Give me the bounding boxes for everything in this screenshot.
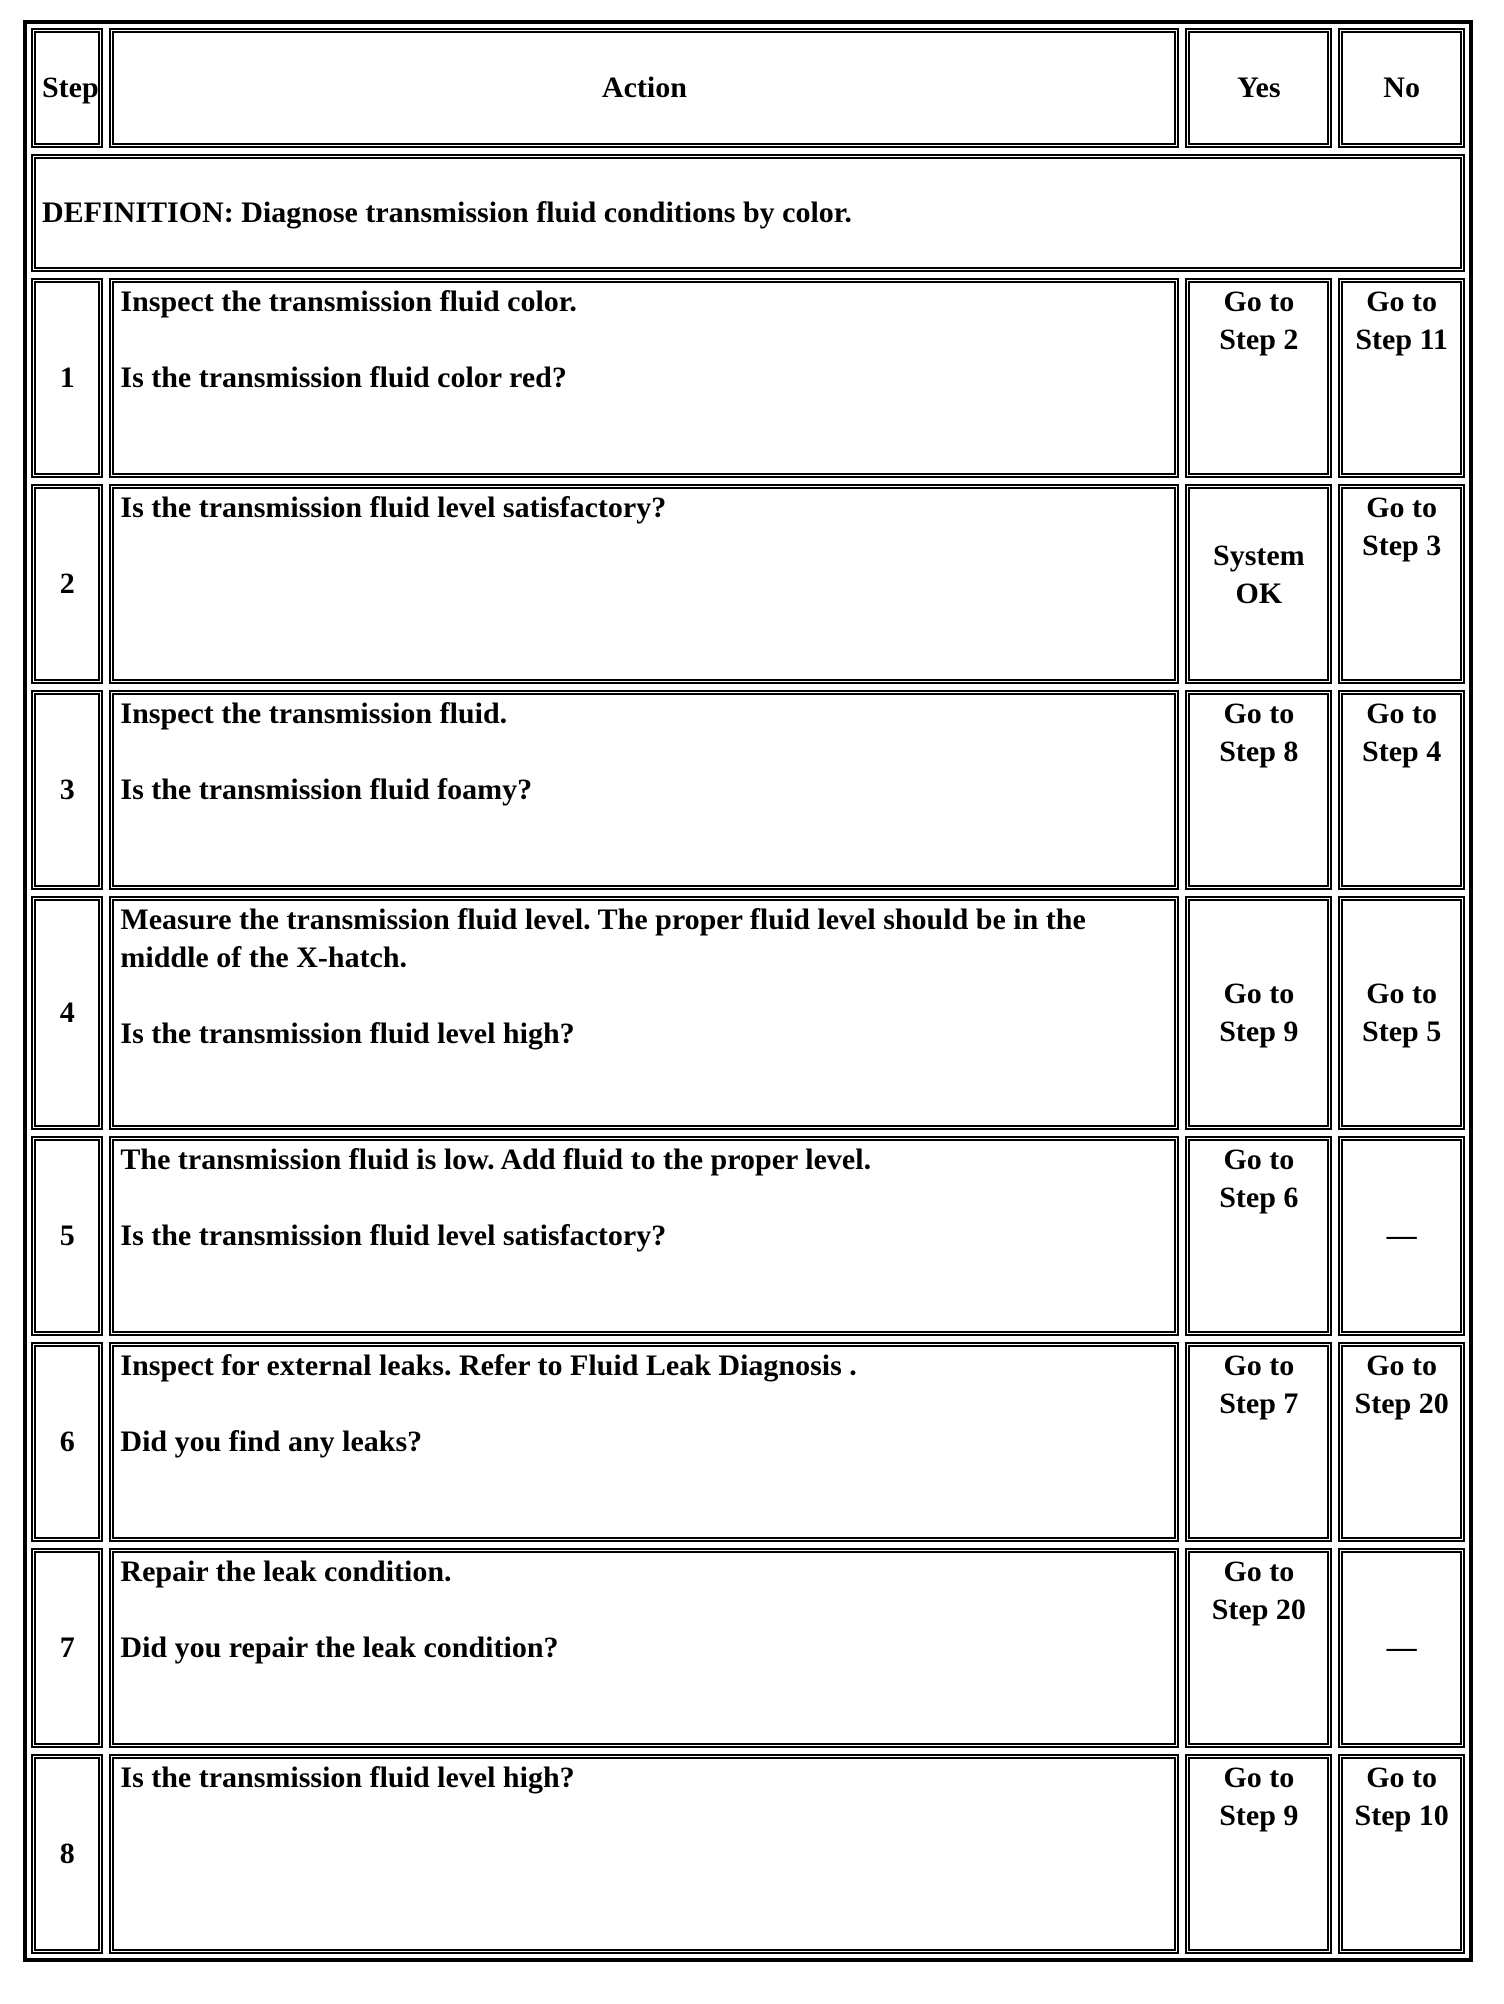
table-row [31, 278, 1465, 478]
yes-line: Go to [1223, 1761, 1295, 1794]
no-line: Go to [1366, 977, 1438, 1010]
yes-line: Go to [1223, 1555, 1295, 1588]
yes-cell [1185, 1342, 1332, 1542]
step-number: 1 [31, 278, 103, 478]
no-cell [1338, 690, 1465, 890]
yes-line: Step 20 [1211, 1593, 1306, 1626]
no-cell [1338, 484, 1465, 684]
diagnostic-table [25, 22, 1471, 1960]
action-cell [109, 896, 1179, 1130]
yes-line: OK [1235, 577, 1283, 610]
table-row [31, 1754, 1465, 1954]
no-line: Go to [1366, 1349, 1438, 1382]
header-no: No [1338, 28, 1465, 148]
yes-cell [1185, 1136, 1332, 1336]
table-row [31, 896, 1465, 1130]
action-question: Is the transmission fluid color red? [120, 361, 567, 394]
yes-line: Go to [1223, 1143, 1295, 1176]
yes-line: Go to [1223, 285, 1295, 318]
yes-line: Go to [1223, 697, 1295, 730]
action-question: Did you find any leaks? [120, 1425, 423, 1458]
yes-line: Step 7 [1219, 1387, 1299, 1420]
no-line: Step 4 [1362, 735, 1442, 768]
yes-line: Step 6 [1219, 1181, 1299, 1214]
yes-line: System [1213, 539, 1305, 572]
table-row [31, 1548, 1465, 1748]
action-cell [109, 1136, 1179, 1336]
step-number: 3 [31, 690, 103, 890]
yes-line: Step 9 [1219, 1015, 1299, 1048]
step-number: 6 [31, 1342, 103, 1542]
yes-line: Step 9 [1219, 1799, 1299, 1832]
yes-cell [1185, 484, 1332, 684]
header-action: Action [109, 28, 1179, 148]
no-line: Go to [1366, 285, 1438, 318]
no-line: Go to [1366, 491, 1438, 524]
definition-row [31, 154, 1465, 272]
yes-cell [1185, 690, 1332, 890]
no-cell [1338, 1136, 1465, 1336]
yes-line: Go to [1223, 1349, 1295, 1382]
action-question: Is the transmission fluid level high? [120, 1761, 575, 1794]
no-line: Step 3 [1362, 529, 1442, 562]
no-line: Step 20 [1354, 1387, 1449, 1420]
step-number: 5 [31, 1136, 103, 1336]
action-cell [109, 690, 1179, 890]
no-line: Step 10 [1354, 1799, 1449, 1832]
yes-cell [1185, 896, 1332, 1130]
table-header-row [31, 28, 1465, 148]
action-question: Is the transmission fluid level high? [120, 1017, 575, 1050]
no-cell [1338, 1342, 1465, 1542]
action-instruction: Repair the leak condition. [120, 1555, 452, 1588]
yes-line: Step 8 [1219, 735, 1299, 768]
table-row [31, 690, 1465, 890]
action-cell [109, 278, 1179, 478]
action-cell [109, 1548, 1179, 1748]
action-cell [109, 484, 1179, 684]
step-number: 7 [31, 1548, 103, 1748]
action-question: Did you repair the leak condition? [120, 1631, 559, 1664]
action-instruction: Inspect for external leaks. Refer to Fluid Leak Diagnosis . [120, 1349, 857, 1382]
yes-line: Go to [1223, 977, 1295, 1010]
action-cell [109, 1754, 1179, 1954]
step-number: 4 [31, 896, 103, 1130]
table-row [31, 1342, 1465, 1542]
action-cell [109, 1342, 1179, 1542]
no-dash: — [1386, 1631, 1417, 1664]
no-cell [1338, 278, 1465, 478]
diagnostic-table-frame [23, 20, 1473, 1962]
yes-cell [1185, 278, 1332, 478]
header-step: Step [31, 28, 103, 148]
table-row [31, 484, 1465, 684]
table-row [31, 1136, 1465, 1336]
definition-text: DEFINITION: Diagnose transmission fluid conditions by color. [31, 154, 1465, 272]
header-yes: Yes [1185, 28, 1332, 148]
action-question: Is the transmission fluid level satisfactory? [120, 491, 667, 524]
no-cell [1338, 1754, 1465, 1954]
step-number: 2 [31, 484, 103, 684]
yes-line: Step 2 [1219, 323, 1299, 356]
action-instruction: The transmission fluid is low. Add fluid to the proper level. [120, 1143, 872, 1176]
yes-cell [1185, 1754, 1332, 1954]
step-number: 8 [31, 1754, 103, 1954]
action-instruction: Measure the transmission fluid level. The proper fluid level should be in the middle of the X-hatch. [120, 903, 1086, 974]
no-line: Step 11 [1355, 323, 1448, 356]
action-instruction: Inspect the transmission fluid color. [120, 285, 577, 318]
action-question: Is the transmission fluid level satisfactory? [120, 1219, 667, 1252]
no-cell [1338, 1548, 1465, 1748]
action-instruction: Inspect the transmission fluid. [120, 697, 508, 730]
no-line: Go to [1366, 697, 1438, 730]
yes-cell [1185, 1548, 1332, 1748]
no-cell [1338, 896, 1465, 1130]
action-question: Is the transmission fluid foamy? [120, 773, 533, 806]
no-line: Step 5 [1362, 1015, 1442, 1048]
no-line: Go to [1366, 1761, 1438, 1794]
no-dash: — [1386, 1219, 1417, 1252]
